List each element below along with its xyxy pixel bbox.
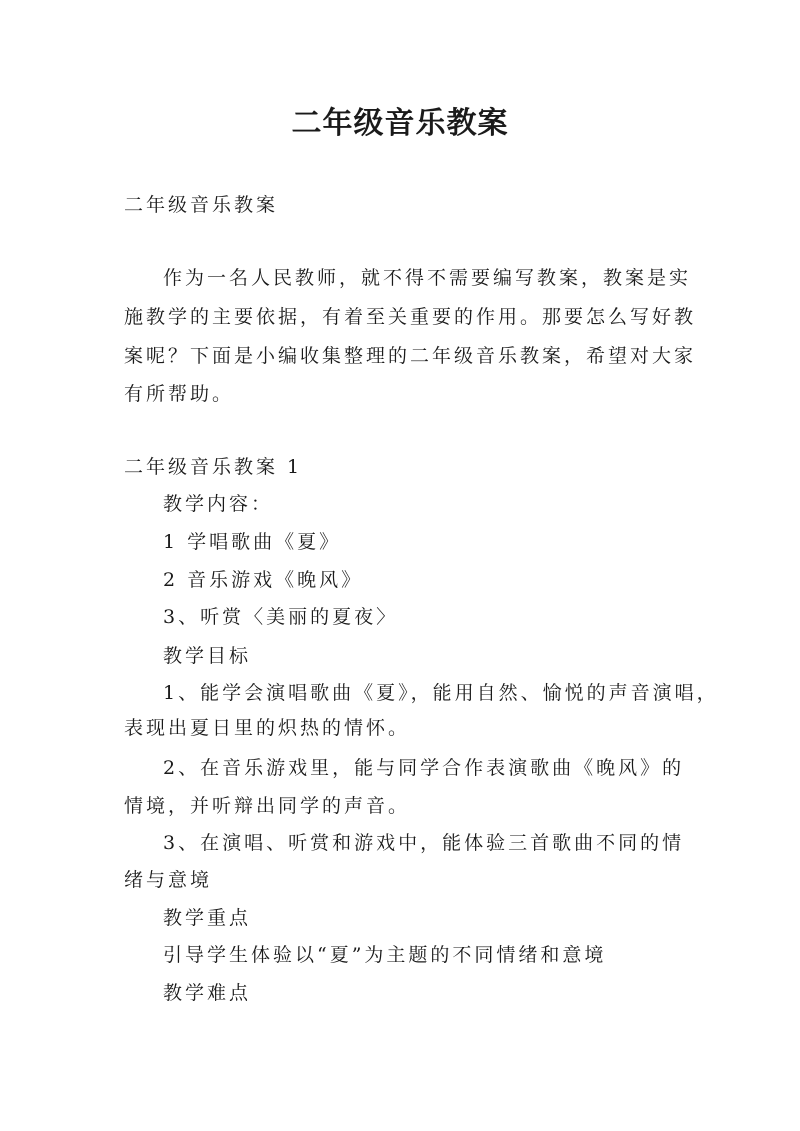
goals-heading: 教学目标 <box>163 645 252 667</box>
goal-line-3: 2、在音乐游戏里，能与同学合作表演歌曲《晚风》的 <box>163 757 685 779</box>
content-heading: 教学内容： <box>163 493 274 515</box>
goal-line-1: 1、能学会演唱歌曲《夏》，能用自然、愉悦的声音演唱， <box>163 682 719 704</box>
intro-line-1: 作为一名人民教师，就不得不需要编写教案，教案是实 <box>163 267 692 289</box>
difficulty-heading: 教学难点 <box>163 982 252 1004</box>
intro-line-3: 案呢？下面是小编收集整理的二年级音乐教案，希望对大家 <box>124 345 697 367</box>
goal-line-2: 表现出夏日里的炽热的情怀。 <box>124 717 411 739</box>
content-item-3: 3、听赏〈美丽的夏夜〉 <box>163 606 399 628</box>
goal-line-5: 3、在演唱、听赏和游戏中，能体验三首歌曲不同的情 <box>163 832 685 854</box>
content-item-1: 1 学唱歌曲《夏》 <box>163 531 342 553</box>
focus-heading: 教学重点 <box>163 907 252 929</box>
focus-text: 引导学生体验以“夏”为主题的不同情绪和意境 <box>163 944 607 966</box>
goal-line-4: 情境，并听辩出同学的声音。 <box>124 795 411 817</box>
goal-line-6: 绪与意境 <box>124 869 213 891</box>
section-heading: 二年级音乐教案 1 <box>124 456 303 478</box>
content-item-2: 2 音乐游戏《晚风》 <box>163 569 364 591</box>
intro-line-2: 施教学的主要依据，有着至关重要的作用。那要怎么写好教 <box>124 306 697 328</box>
intro-line-4: 有所帮助。 <box>124 383 235 405</box>
document-subtitle: 二年级音乐教案 <box>124 194 279 216</box>
document-title: 二年级音乐教案 <box>291 106 509 141</box>
